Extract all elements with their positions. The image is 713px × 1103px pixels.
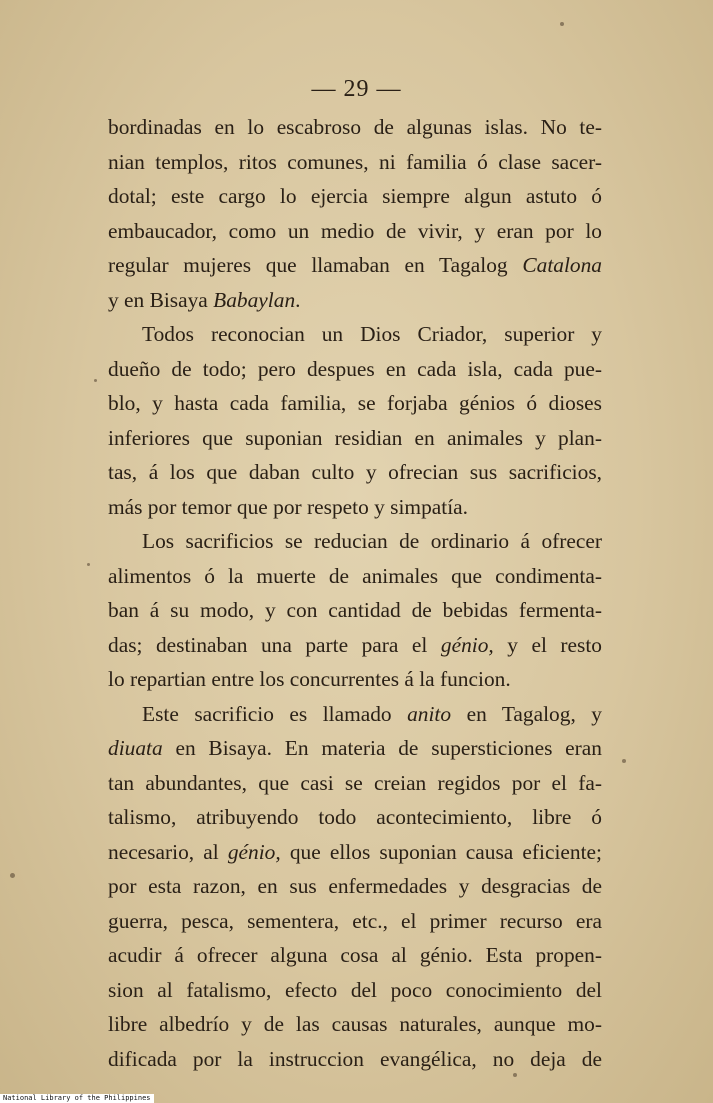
text-line: y en Bisaya Babaylan. bbox=[108, 287, 301, 312]
italic-term: génio, bbox=[440, 632, 494, 657]
italic-term: génio, bbox=[227, 839, 281, 864]
text-line: blo, y hasta cada familia, se forjaba génios ó dioses bbox=[108, 391, 602, 415]
text-line: dificada por la instruccion evangélica, no deja de bbox=[108, 1046, 602, 1071]
text-line: talismo, atribuyendo todo acontecimiento, libre ó bbox=[108, 805, 602, 829]
text-line: ban á su modo, y con cantidad de bebidas fermenta- bbox=[108, 598, 602, 622]
body-text bbox=[108, 110, 602, 1076]
library-footer: National Library of the Philippines bbox=[0, 1094, 154, 1103]
page-number: — 29 — bbox=[311, 76, 402, 102]
text-line: inferiores que suponian residian en animales y plan- bbox=[108, 425, 602, 450]
paper-speck bbox=[622, 759, 626, 763]
text-line: nian templos, ritos comunes, ni familia ó clase sacer- bbox=[108, 149, 602, 174]
italic-term: diuata bbox=[108, 736, 163, 760]
text-line: diuata en Bisaya. En materia de supersticiones eran bbox=[108, 736, 602, 760]
text-line: guerra, pesca, sementera, etc., el primer recurso era bbox=[108, 908, 602, 933]
paper-speck bbox=[10, 873, 15, 878]
paper-speck bbox=[94, 379, 97, 382]
text-line: lo repartian entre los concurrentes á la funcion. bbox=[108, 667, 511, 691]
text-line: embaucador, como un medio de vivir, y eran por lo bbox=[108, 218, 602, 243]
text-line: regular mujeres que llamaban en Tagalog Catalona bbox=[108, 253, 602, 277]
text-line: tas, á los que daban culto y ofrecian sus sacrificios, bbox=[108, 460, 602, 484]
text-line: acudir á ofrecer alguna cosa al génio. Esta propen- bbox=[108, 943, 602, 967]
italic-term: Babaylan bbox=[213, 287, 296, 312]
text-line: tan abundantes, que casi se creian regidos por el fa- bbox=[108, 770, 602, 795]
italic-term: anito bbox=[407, 701, 452, 726]
text-line: sion al fatalismo, efecto del poco conocimiento del bbox=[108, 977, 602, 1002]
text-line: dueño de todo; pero despues en cada isla, cada pue- bbox=[108, 356, 602, 381]
text-line: Este sacrificio es llamado anito en Tagalog, y bbox=[142, 701, 602, 726]
paper-speck bbox=[513, 1073, 517, 1077]
text-line: alimentos ó la muerte de animales que condimenta- bbox=[108, 563, 602, 588]
text-line: por esta razon, en sus enfermedades y desgracias de bbox=[108, 874, 602, 898]
paper-speck bbox=[87, 563, 90, 566]
text-line: libre albedrío y de las causas naturales, aunque mo- bbox=[108, 1012, 602, 1036]
text-line: más por temor que por respeto y simpatía. bbox=[108, 494, 468, 519]
text-line: dotal; este cargo lo ejercia siempre algun astuto ó bbox=[108, 184, 602, 208]
text-line: necesario, al génio, que ellos suponian causa eficiente; bbox=[108, 839, 602, 864]
text-line: das; destinaban una parte para el génio, y el resto bbox=[108, 632, 602, 657]
paper-speck bbox=[560, 22, 564, 26]
text-line: bordinadas en lo escabroso de algunas islas. No te- bbox=[108, 115, 602, 139]
text-line: Los sacrificios se reducian de ordinario á ofrecer bbox=[142, 529, 602, 553]
text-line: Todos reconocian un Dios Criador, superior y bbox=[142, 322, 602, 346]
italic-term: Catalona bbox=[522, 253, 602, 277]
